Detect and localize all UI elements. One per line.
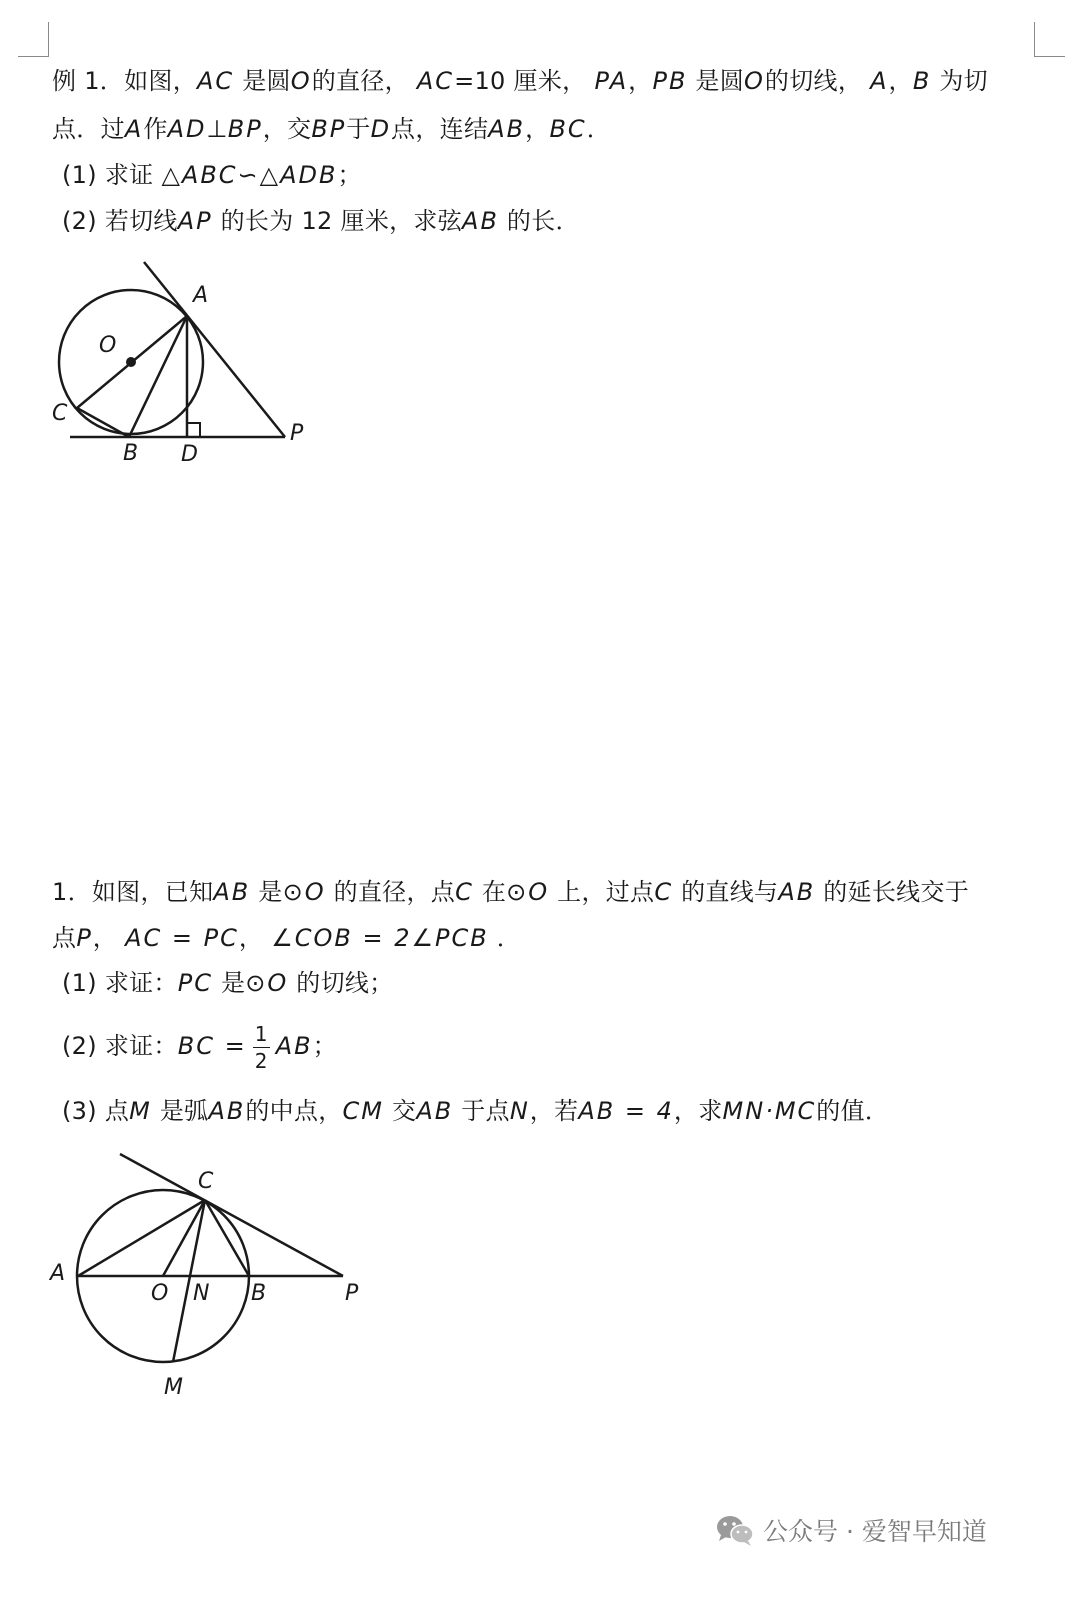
- label-a: A: [50, 1261, 66, 1286]
- fraction-one-half: $\frac{1}{2}$: [254, 1021, 268, 1073]
- example1-statement-line1: 例 1．如图，AC 是圆O的直径， AC=10 厘米， PA，PB 是圆O的切线， A，B 为切: [52, 67, 988, 95]
- chord-cb: [77, 408, 129, 437]
- problem1-figure: [0, 1140, 400, 1410]
- label-c: C: [198, 1169, 214, 1194]
- label-p: P: [345, 1281, 359, 1306]
- crop-mark-top-left: [18, 22, 49, 57]
- tangent-pa: [144, 262, 285, 437]
- problem1-part1: (1) 求证：PC 是⊙O 的切线；: [62, 969, 394, 997]
- watermark: [715, 1512, 987, 1548]
- label-o: O: [99, 333, 117, 358]
- label-n: N: [193, 1281, 210, 1306]
- problem1-statement-line2: 点P， AC = PC， ∠COB = 2∠PCB ．: [52, 924, 521, 952]
- crop-mark-top-right: [1034, 22, 1065, 57]
- label-m: M: [164, 1375, 183, 1400]
- label-a: A: [193, 283, 209, 308]
- watermark-text: 公众号 · 爱智早知道: [763, 1517, 987, 1546]
- label-b: B: [123, 441, 139, 466]
- label-c: C: [52, 401, 68, 426]
- label-d: D: [181, 442, 198, 467]
- example1-part2: (2) 若切线AP 的长为 12 厘米，求弦AB 的长．: [62, 207, 580, 235]
- tangent-pc: [120, 1154, 343, 1276]
- problem1-part2: (2) 求证：BC = $\frac{1}{2}$ AB；: [62, 1021, 337, 1073]
- chord-ab: [129, 316, 187, 437]
- problem1-part3: (3) 点M 是弧AB的中点，CM 交AB 于点N，若AB = 4，求MN·MC的值．: [62, 1097, 890, 1125]
- chord-ac: [78, 1200, 205, 1276]
- label-p: P: [290, 421, 304, 446]
- example1-figure: [0, 250, 340, 480]
- label-o: O: [151, 1281, 169, 1306]
- right-angle-mark: [187, 423, 200, 437]
- example1-part1: (1) 求证 △ABC∽△ADB；: [62, 161, 362, 189]
- example1-statement-line2: 点．过A作AD⊥BP，交BP于D点，连结AB，BC．: [52, 115, 611, 143]
- problem1-statement-line1: 1．如图，已知AB 是⊙O 的直径，点C 在⊙O 上，过点C 的直线与AB 的延长线交于: [52, 878, 970, 906]
- center-point-o: [126, 357, 136, 367]
- wechat-icon: [715, 1513, 755, 1547]
- label-b: B: [251, 1281, 267, 1306]
